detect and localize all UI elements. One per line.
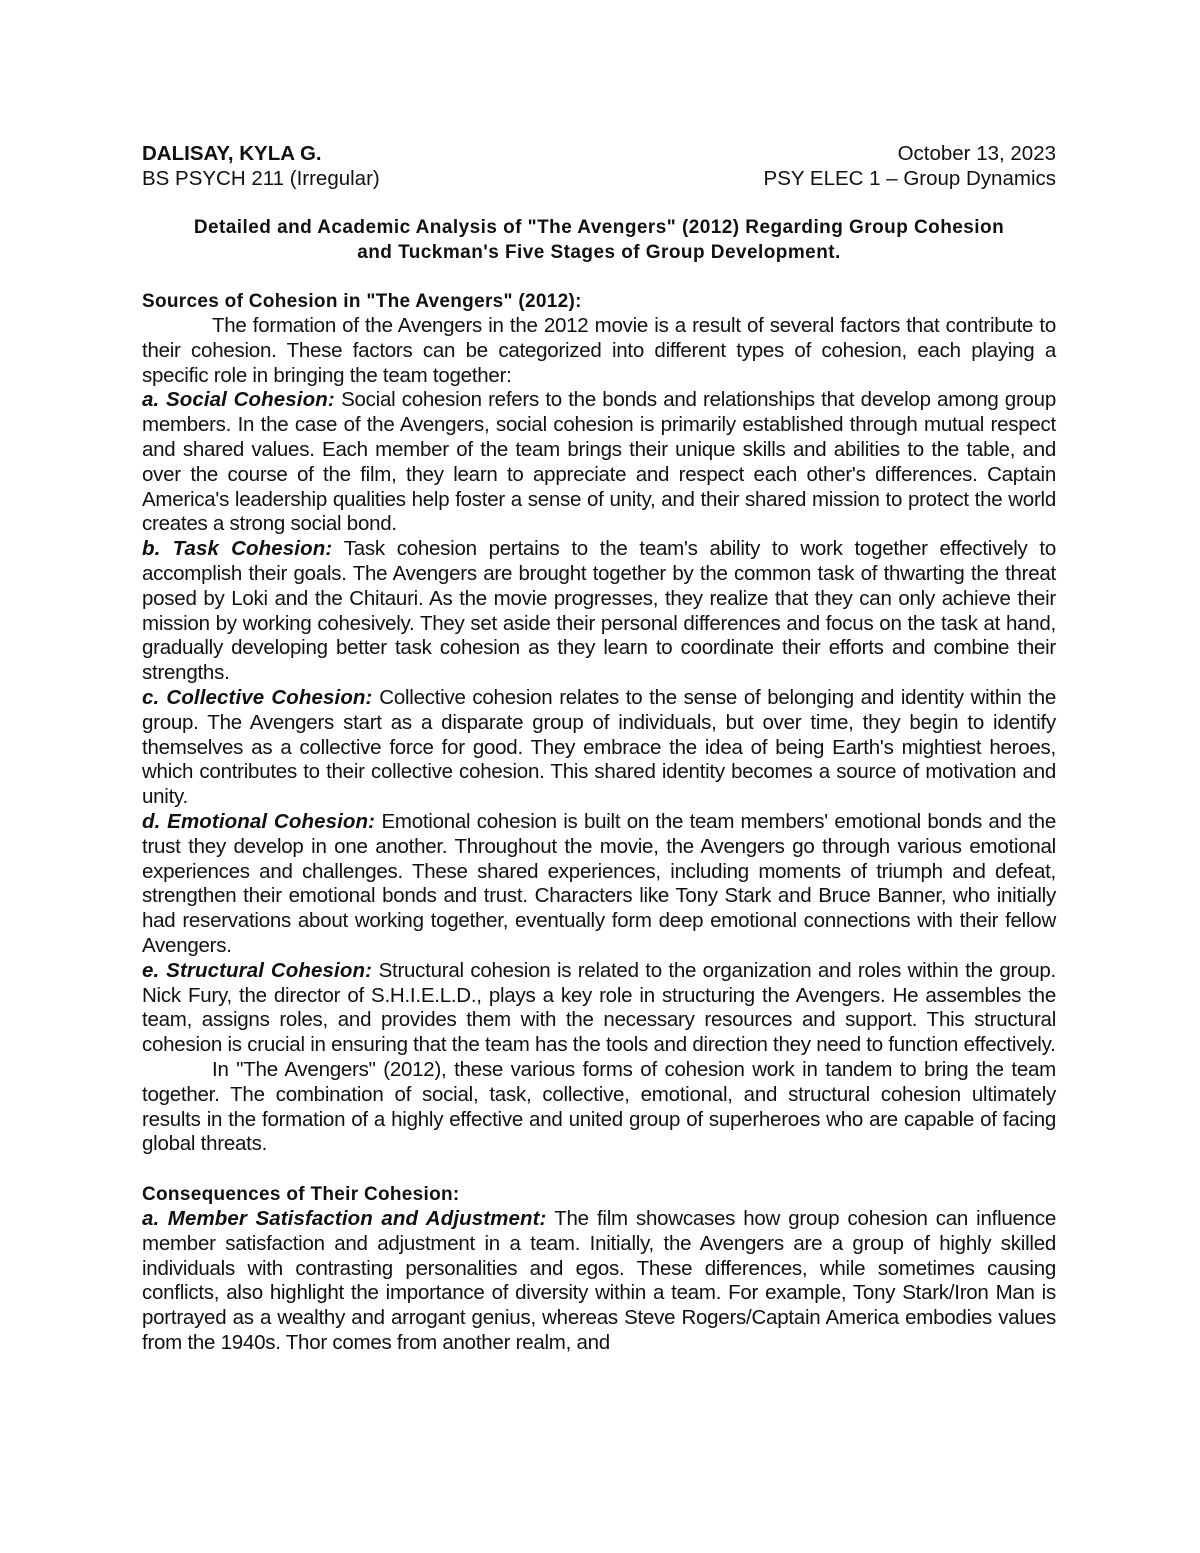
document-title: [142, 215, 1056, 265]
consequence-item-satisfaction: [142, 1207, 1056, 1356]
item-text: Structural cohesion is related to the organization and roles within the group. Nick Fury, the director of S.H.I.E.L.D., plays a key role in structuring the Avengers. He assembles the team, assigns roles, and provides them with the necessary resources and support. This structural cohesion is crucial in ensuring that the team has the tools and direction they need to function effectively.: [142, 958, 1056, 1057]
sources-conclusion: In "The Avengers" (2012), these various forms of cohesion work in tandem to bring the team together. The combination of social, task, collective, emotional, and structural cohesion ultimately results in the formation of a highly effective and united group of superheroes who are capable of facing global threats.: [142, 1057, 1056, 1156]
cohesion-item-structural: [142, 959, 1056, 1058]
item-term: a. Social Cohesion:: [142, 388, 335, 412]
cohesion-item-task: [142, 537, 1056, 686]
title-line-2: and Tuckman's Five Stages of Group Development.: [357, 242, 841, 263]
cohesion-item-collective: [142, 686, 1056, 810]
header-row-1: [142, 141, 1056, 166]
header-row-2: [142, 166, 1056, 191]
course-label: PSY ELEC 1 – Group Dynamics: [763, 167, 1056, 190]
program-label: BS PSYCH 211 (Irregular): [142, 167, 380, 190]
student-name: DALISAY, KYLA G.: [142, 142, 322, 165]
submission-date: October 13, 2023: [897, 142, 1056, 165]
item-term: e. Structural Cohesion:: [142, 958, 373, 982]
item-text: The film showcases how group cohesion can influence member satisfaction and adjustment in a team. Initially, the Avengers are a group of highly skilled individuals with contrasting personalities and egos. These differences, while sometimes causing conflicts, also highlight the importance of diversity within a team. For example, Tony Stark/Iron Man is portrayed as a wealthy and arrogant genius, whereas Steve Rogers/Captain America embodies values from the 1940s. Thor comes from another realm, and: [142, 1207, 1056, 1355]
cohesion-item-social: [142, 388, 1056, 537]
cohesion-item-emotional: [142, 810, 1056, 959]
item-term: a. Member Satisfaction and Adjustment:: [142, 1207, 547, 1231]
sources-intro: The formation of the Avengers in the 2012 movie is a result of several factors that contribute to their cohesion. These factors can be categorized into different types of cohesion, each playing a specific role in bringing the team together:: [142, 314, 1056, 387]
item-term: d. Emotional Cohesion:: [142, 809, 376, 833]
section-heading-sources: Sources of Cohesion in "The Avengers" (2012):: [142, 291, 582, 312]
item-text: Emotional cohesion is built on the team members' emotional bonds and the trust they develop in one another. Throughout the movie, the Avengers go through various emotional experiences and challenges. These shared experiences, including moments of triumph and defeat, strengthen their emotional bonds and trust. Characters like Tony Stark and Bruce Banner, who initially had reservations about working together, eventually form deep emotional connections with their fellow Avengers.: [142, 809, 1056, 957]
item-term: c. Collective Cohesion:: [142, 685, 373, 709]
item-text: Task cohesion pertains to the team's ability to work together effectively to accomplish their goals. The Avengers are brought together by the common task of thwarting the threat posed by Loki and the Chitauri. As the movie progresses, they realize that they can only achieve their mission by working cohesively. They set aside their personal differences and focus on the task at hand, gradually developing better task cohesion as they learn to coordinate their efforts and combine their strengths.: [142, 537, 1056, 685]
section-heading-consequences: Consequences of Their Cohesion:: [142, 1184, 460, 1206]
title-line-1: Detailed and Academic Analysis of "The Avengers" (2012) Regarding Group Cohesion: [193, 217, 1005, 238]
item-term: b. Task Cohesion:: [142, 537, 333, 561]
item-text: Social cohesion refers to the bonds and relationships that develop among group members. In the case of the Avengers, social cohesion is primarily established through mutual respect and shared values. Each member of the team brings their unique skills and abilities to the table, and over the course of the film, they learn to appreciate and respect each other's differences. Captain America's leadership qualities help foster a sense of unity, and their shared mission to protect the world creates a strong social bond.: [142, 388, 1056, 536]
item-text: Collective cohesion relates to the sense of belonging and identity within the group. The Avengers start as a disparate group of individuals, but over time, they begin to identify themselves as a collective force for good. They embrace the idea of being Earth's mightiest heroes, which contributes to their collective cohesion. This shared identity becomes a source of motivation and unity.: [142, 685, 1056, 809]
